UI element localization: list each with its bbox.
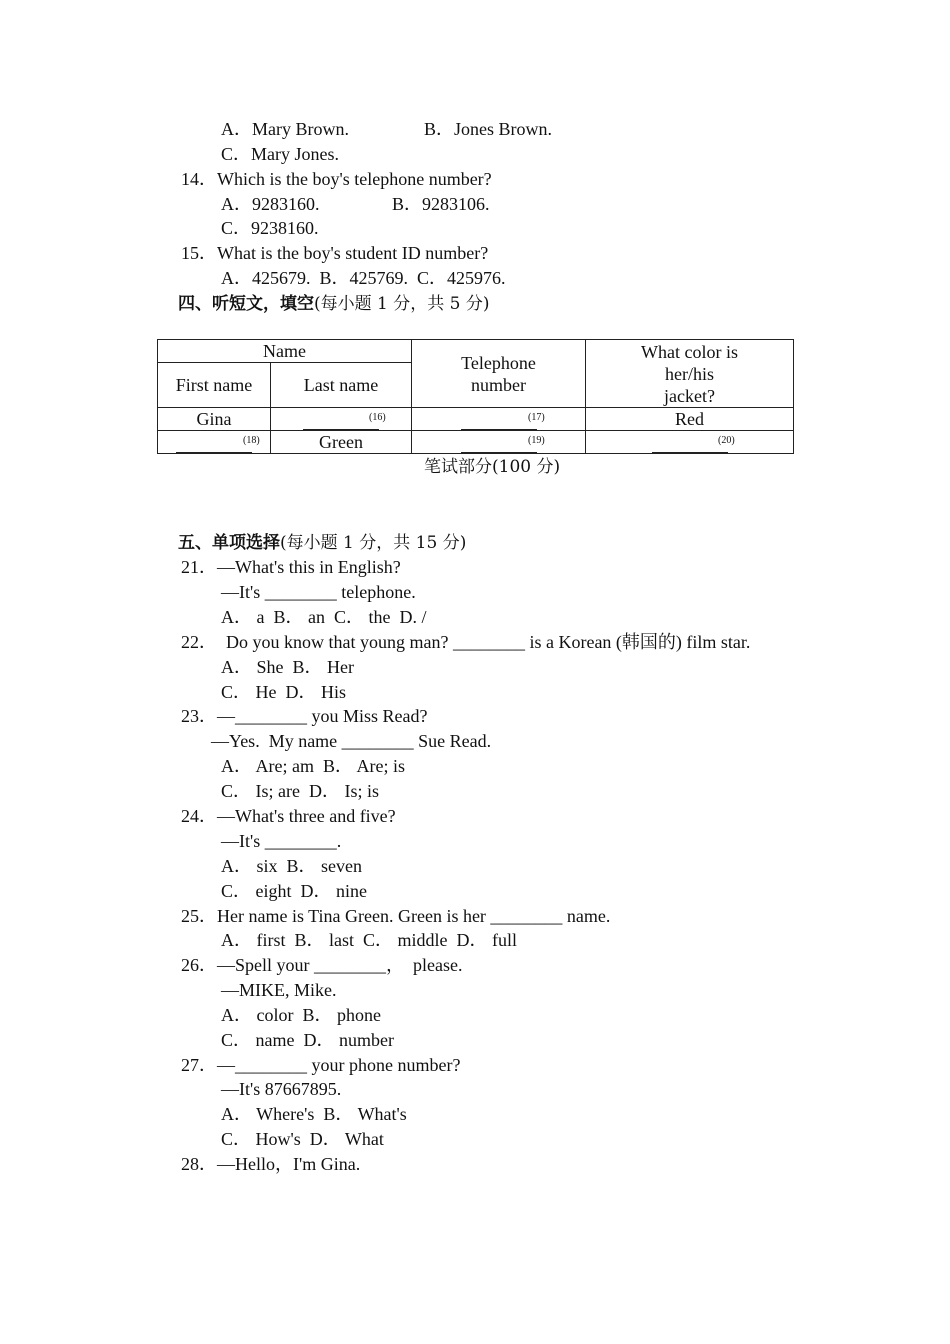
- answer-blank[interactable]: [176, 438, 252, 453]
- jacket-color-header: What color is her/his jacket?: [586, 340, 794, 408]
- section-four-heading: [178, 291, 490, 316]
- question-line: 24．—What's three and five?: [181, 806, 396, 826]
- answer-blank[interactable]: [461, 415, 537, 430]
- question-line: A．Mary Brown.: [221, 119, 349, 139]
- question-line: 23．—________ you Miss Read?: [181, 706, 428, 726]
- question-line: C． How's D． What: [221, 1129, 384, 1149]
- question-line: —It's 87667895.: [221, 1079, 342, 1099]
- blank-number-19: (19): [528, 435, 545, 446]
- question-line: C． name D． number: [221, 1030, 394, 1050]
- section-five-title: 五、单项选择: [178, 533, 280, 553]
- cell-blank-20[interactable]: [586, 431, 794, 454]
- last-name-header: Last name: [271, 363, 412, 408]
- question-line: —MIKE, Mike.: [221, 980, 337, 1000]
- section-five-heading: [178, 530, 466, 555]
- section-four-points: (每小题 1 分，共 5 分): [314, 294, 490, 314]
- question-line: C．Mary Jones.: [221, 144, 339, 164]
- question-line: 21．—What's this in English?: [181, 557, 401, 577]
- question-line: 28．—Hello，I'm Gina.: [181, 1154, 361, 1174]
- question-line: C． He D． His: [221, 682, 346, 702]
- question-line: C． Is; are D． Is; is: [221, 781, 379, 801]
- cell-color-red: Red: [586, 408, 794, 431]
- question-line: —Yes. My name ________ Sue Read.: [211, 731, 492, 751]
- question-line: A． color B． phone: [221, 1005, 381, 1025]
- section-five-points: (每小题 1 分，共 15 分): [280, 533, 467, 553]
- question-line: —It's ________ telephone.: [221, 582, 416, 602]
- question-line: C．9238160.: [221, 218, 319, 238]
- answer-blank[interactable]: [652, 438, 728, 453]
- cell-blank-17[interactable]: [412, 408, 586, 431]
- written-part-title: 笔试部分(100 分): [424, 457, 561, 477]
- blank-number-18: (18): [243, 435, 260, 446]
- blank-number-16: (16): [369, 412, 386, 423]
- answer-blank[interactable]: [461, 438, 537, 453]
- question-line: 14．Which is the boy's telephone number?: [181, 169, 492, 189]
- fill-in-table: [157, 339, 794, 454]
- telephone-header: Telephone number: [412, 340, 586, 408]
- question-line: B．9283106.: [392, 194, 490, 214]
- blank-number-17: (17): [528, 412, 545, 423]
- cell-first-gina: Gina: [158, 408, 271, 431]
- question-line: 15．What is the boy's student ID number?: [181, 243, 489, 263]
- question-line: 25．Her name is Tina Green. Green is her ________ name.: [181, 906, 611, 926]
- cell-last-green: Green: [271, 431, 412, 454]
- question-line: A． She B． Her: [221, 657, 354, 677]
- question-line: A．9283160.: [221, 194, 320, 214]
- question-line: —It's ________.: [221, 831, 342, 851]
- question-line: A． first B． last C． middle D． full: [221, 930, 517, 950]
- name-header: Name: [158, 340, 412, 363]
- question-line: C． eight D． nine: [221, 881, 367, 901]
- question-line: 22． Do you know that young man? ________ is a Korean (韩国的) film star.: [181, 632, 751, 652]
- question-line: 26．—Spell your ________， please.: [181, 955, 463, 975]
- question-line: A． Where's B． What's: [221, 1104, 407, 1124]
- question-line: A．425679. B．425769. C．425976.: [221, 268, 506, 288]
- question-line: B．Jones Brown.: [424, 119, 553, 139]
- cell-blank-16[interactable]: [271, 408, 412, 431]
- first-name-header: First name: [158, 363, 271, 408]
- section-four-title: 四、听短文，填空: [178, 294, 314, 314]
- blank-number-20: (20): [718, 435, 735, 446]
- question-line: 27．—________ your phone number?: [181, 1055, 461, 1075]
- question-line: A． a B． an C． the D. /: [221, 607, 427, 627]
- cell-blank-18[interactable]: [158, 431, 271, 454]
- question-line: A． Are; am B． Are; is: [221, 756, 405, 776]
- question-line: A． six B． seven: [221, 856, 362, 876]
- cell-blank-19[interactable]: [412, 431, 586, 454]
- answer-blank[interactable]: [303, 415, 379, 430]
